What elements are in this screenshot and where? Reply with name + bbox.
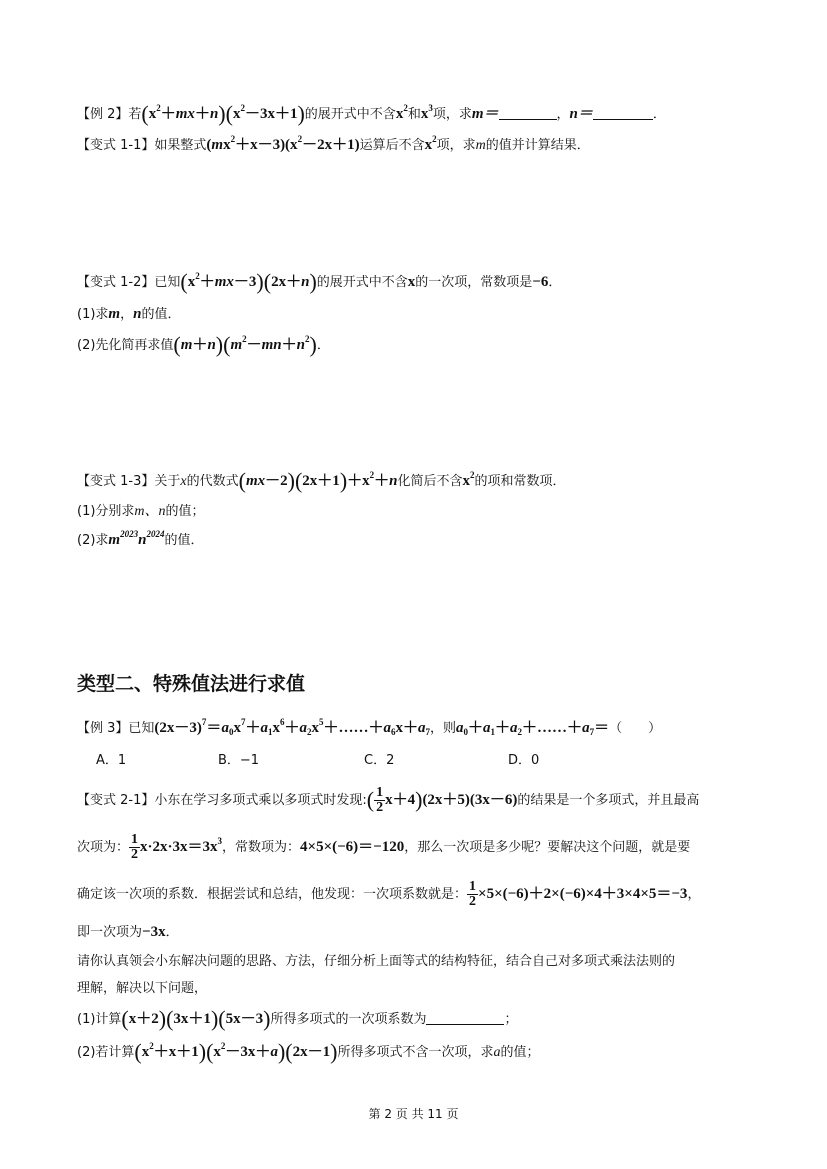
math-expression: $(x^2+mx+n)(x^2-3x+1)$ <box>141 101 305 126</box>
variant-1-1-tag: 【变式 1-1】 <box>77 138 155 153</box>
option-a[interactable]: A．1 <box>96 753 127 768</box>
variant-1-1: 【变式 1-1】如果整式$(mx^2+x-3)(x^2-2x+1)$运算后不含$x^2$项，求m的值并计算结果． <box>77 134 590 153</box>
math-expression: ( $\frac{1}{2}$ x＋4)(2x＋5)(3x－6) <box>366 785 518 815</box>
example-2-tag: 【例 2】 <box>77 107 129 122</box>
section-heading: 类型二、特殊值法进行求值 <box>77 673 306 695</box>
variant-2-1-line-2: 次项为： $\frac{1}{2}$ $x\cdot 2x\cdot 3x=3x^3$，常数项为：4×5×(−6)＝−120，那么一次项是多少呢？要解决这个问题，就是要 <box>77 832 691 862</box>
math-expression: $(mx^2+x-3)(x^2-2x+1)$ <box>206 134 360 153</box>
variant-2-1-line-6: 理解，解决以下问题， <box>77 981 208 996</box>
variant-1-2-q2: (2)先化简再求值$(m+n)(m^2-mn+n^2)$． <box>77 332 330 357</box>
variant-1-2-q1: (1)求m，n的值． <box>77 306 181 322</box>
variant-1-3-q2: (2)求$m^{2023}n^{2024}$的值． <box>77 529 204 548</box>
variant-1-2-tag: 【变式 1-2】 <box>77 275 155 290</box>
math-expression: (x＋2)(3x＋1)(5x－3) <box>121 1006 271 1031</box>
variant-1-3-q1: (1)分别求m、n的值； <box>77 504 205 519</box>
variant-1-3-tag: 【变式 1-3】 <box>77 474 155 489</box>
variant-2-1-q1: (1)计算(x＋2)(3x＋1)(5x－3)所得多项式的一次项系数为 ； <box>77 1006 518 1031</box>
example-3-tag: 【例 3】 <box>77 721 129 736</box>
example-2: 【例 2】若$(x^2+mx+n)(x^2-3x+1)$的展开式中不含$x^2$和$x^3$项，求m＝ ，n＝ ． <box>77 101 666 126</box>
variant-1-3: 【变式 1-3】关于x的代数式$(mx-2)(2x+1)+x^2+n$化简后不含$x^2$的项和常数项． <box>77 468 566 493</box>
math-expression: $\frac{1}{2}$ ×5×(−6)＋2×(−6)×4＋3×4×5＝−3 <box>469 879 688 909</box>
variant-2-1-tag: 【变式 2-1】 <box>77 792 155 808</box>
example-3: 【例 3】已知$(2x-3)^7=a_0x^7+a_1x^6+a_2x^5+\dots\dots+a_6x+a_7$，则$a_0+a_1+a_2+\dots\dots+a_7=$（ ） <box>77 717 662 737</box>
answer-blank-m[interactable] <box>499 105 557 120</box>
math-expression: $\frac{1}{2}$ $x\cdot 2x\cdot 3x=3x^3$ <box>131 832 223 862</box>
math-expression: $(x^2+mx-3)(2x+n)$ <box>180 269 317 294</box>
math-expression: $(x^2+x+1)(x^2-3x+a)(2x-1)$ <box>134 1039 338 1064</box>
answer-blank-coefficient[interactable] <box>426 1010 504 1025</box>
variant-2-1-line-3: 确定该一次项的系数．根据尝试和总结，他发现：一次项系数就是： $\frac{1}{2}$ ×5×(−6)＋2×(−6)×4＋3×4×5＝−3， <box>77 879 701 909</box>
answer-blank-n[interactable] <box>593 105 653 120</box>
variant-2-1-q2: (2)若计算$(x^2+x+1)(x^2-3x+a)(2x-1)$所得多项式不含一次项，求a的值； <box>77 1039 540 1064</box>
variant-1-2: 【变式 1-2】已知$(x^2+mx-3)(2x+n)$的展开式中不含x的一次项，常数项是−6． <box>77 269 562 294</box>
math-expression: $(2x-3)^7=a_0x^7+a_1x^6+a_2x^5+\dots\dots+a_6x+a_7$ <box>154 717 430 737</box>
page-number: 第 2 页 共 11 页 <box>368 1107 459 1121</box>
option-c[interactable]: C．2 <box>364 753 395 768</box>
math-expression: $a_0+a_1+a_2+\dots\dots+a_7=$ <box>456 720 610 737</box>
math-expression: $(m+n)(m^2-mn+n^2)$ <box>173 332 317 357</box>
variant-2-1-line-5: 请你认真领会小东解决问题的思路、方法，仔细分析上面等式的结构特征，结合自己对多项式乘法法则的 <box>77 954 676 969</box>
math-expression: 4×5×(−6)＝−120 <box>300 838 405 855</box>
variant-2-1-line-4: 即一次项为−3x． <box>77 924 179 940</box>
variant-2-1-line-1: 【变式 2-1】小东在学习多项式乘以多项式时发现:( $\frac{1}{2}$ x＋4)(2x＋5)(3x－6)的结果是一个多项式，并且最高 <box>77 785 700 815</box>
option-b[interactable]: B．−1 <box>218 753 260 768</box>
math-expression: $(mx-2)(2x+1)+x^2+n$ <box>238 468 398 493</box>
math-expression: $m^{2023}n^{2024}$ <box>108 529 165 548</box>
option-d[interactable]: D．0 <box>508 753 540 768</box>
